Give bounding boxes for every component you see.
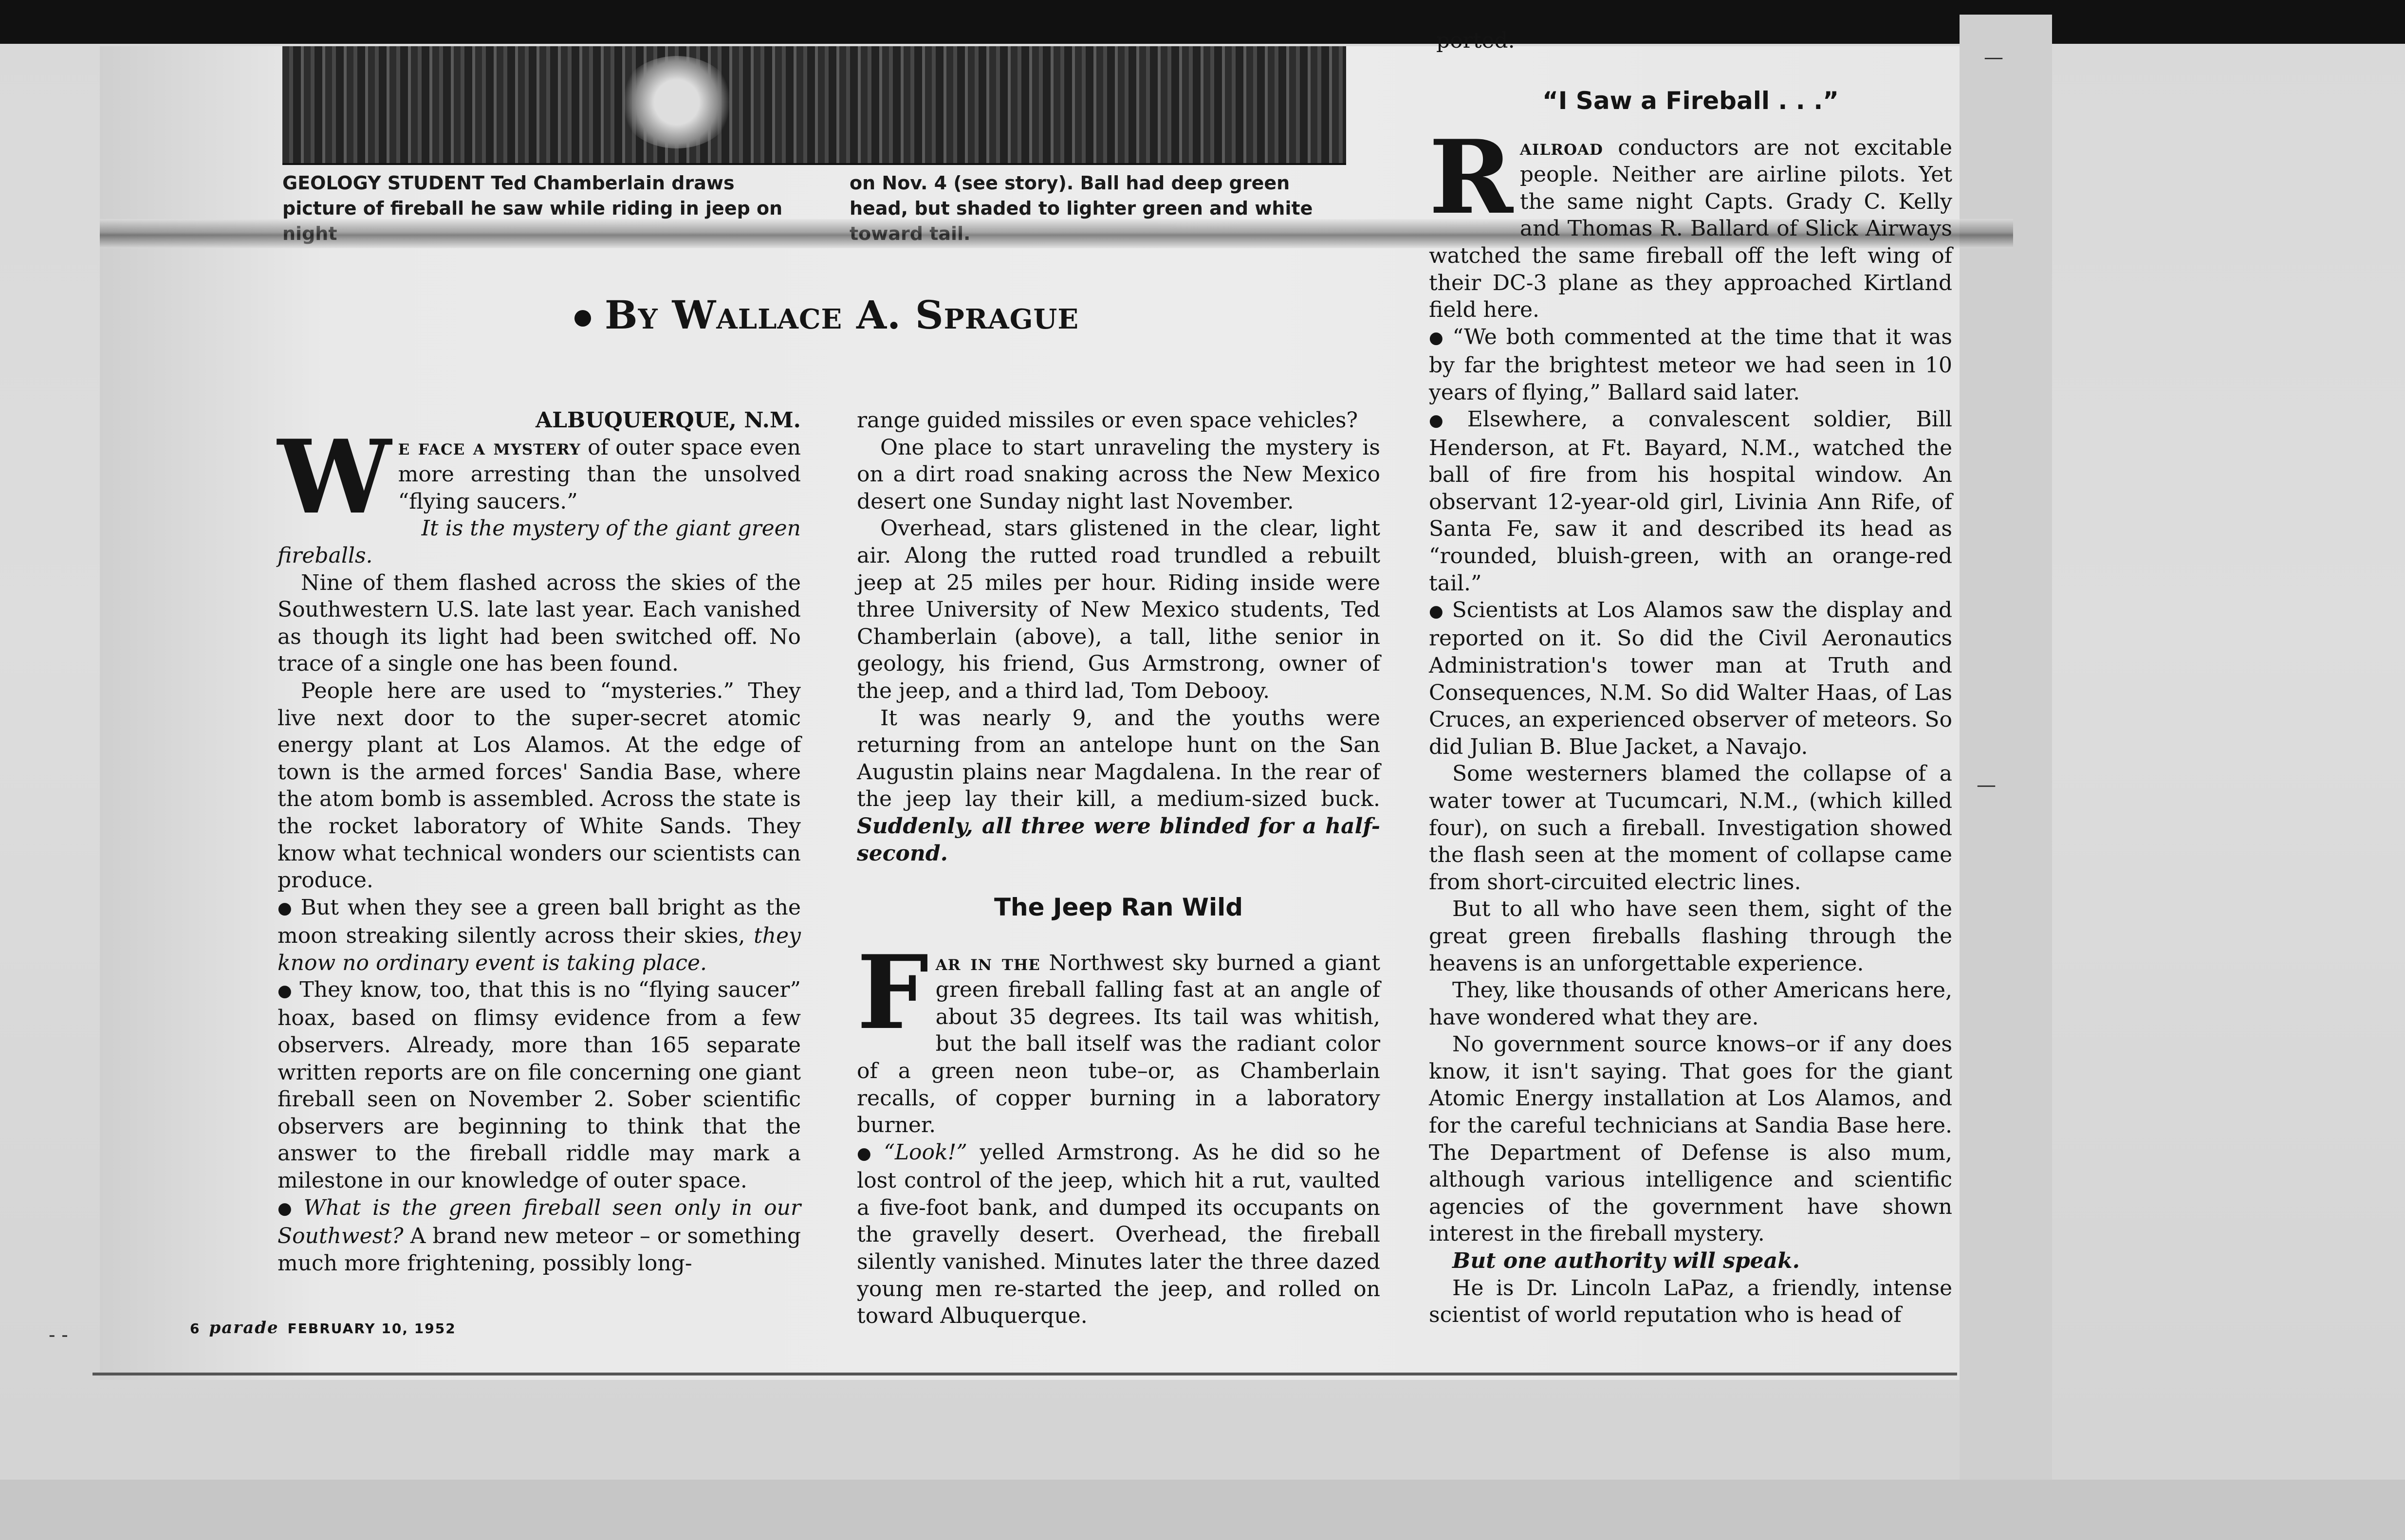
scan-mark: - - [49,1324,68,1346]
bottom-rule [92,1373,1957,1375]
paragraph: They, like thousands of other Americans here, have wondered what they are. [1429,978,1952,1030]
dateline: ALBUQUERQUE, N.M. [535,408,801,433]
paragraph: People here are used to “mysteries.” They live next door to the super-secret atomic energy plant at Los Alamos. At the edge of town is the armed forces' Sandia Base, where the atom bomb is assembled. Across the state is the rocket laboratory of White Sands. They know what technical wonders our scientists can produce. [278,678,801,893]
paragraph: One place to start unraveling the mystery is on a dirt road snaking across the New Mexico desert one Sunday night last November. [857,435,1380,514]
paragraph: Overhead, stars glistened in the clear, light air. Along the rutted road trundled a rebuilt jeep at 25 miles per hour. Riding inside were three University of New Mexico students, Ted Chamberlain (above), a tall, lithe senior in geology, his friend, Gus Armstrong, owner of the jeep, and a third lad, Tom Debooy. [857,516,1380,703]
lead-paragraph: Railroad conductors are not excitable people. Neither are airline pilots. Yet the same night Capts. Grady C. Kelly and Thomas R. Ballard of Slick Airways watched the same fireball off the left wing of their DC-3 plane as they approached Kirtland field here. [1429,118,1952,323]
photo-caption-left: GEOLOGY STUDENT Ted Chamberlain draws picture of fireball he saw while riding in jeep on [282,172,783,219]
page-number: 6 [190,1320,201,1337]
bullet-paragraph: ● But when they see a green ball bright as the moon streaking silently across their skies, they know no ordinary event is taking place. [278,894,801,976]
paragraph: He is Dr. Lincoln LaPaz, a friendly, intense scientist of world reputation who is head of [1429,1275,1952,1328]
paragraph: range guided missiles or even space vehicles? [857,408,1358,433]
bullet-paragraph: ● What is the green fireball seen only in our Southwest? A brand new meteor – or something much more frightening, possibly long- [278,1194,801,1277]
paragraph: Some westerners blamed the collapse of a water tower at Tucumcari, N.M., (which killed four), on such a fireball. Investigation showed the flash seen at the moment of collapse came from short-circuited electric lines. [1429,761,1952,895]
paragraph: Nine of them flashed across the skies of the Southwestern U.S. late last year. Each vanished as though its light had been switched off. No trace of a single one has been found. [278,570,801,677]
drop-cap: R [1429,118,1513,237]
continued-fragment: ported. [1436,28,1515,53]
paragraph: But one authority will speak. [1452,1248,1800,1274]
issue-date: FEBRUARY 10, 1952 [287,1320,456,1337]
column-2 [857,407,1380,1330]
scan-mark: — [1977,774,1996,796]
paragraph: It was nearly 9, and the youths were returning from an antelope hunt on the San Augustin plains near Magdalena. In the rear of the jeep lay their kill, a medium-sized buck. Suddenly, all three were blinded for a half-second. [857,705,1380,866]
scan-mark: — [1984,46,2003,69]
subhead: “I Saw a Fireball . . .” [1542,87,1839,115]
bullet-paragraph: ● “Look!” yelled Armstrong. As he did so he lost control of the jeep, which hit a rut, vaulted a five-foot bank, and dumped its occupants on the gravelly desert. Overhead, the fireball silently vanished. Minutes later the three dazed young men re-started the jeep, and rolled on toward Albuquerque. [857,1139,1380,1330]
bullet-icon [574,310,591,327]
paragraph: It is the mystery of the giant green fireballs. [278,516,801,568]
paragraph: No government source knows–or if any does know, it isn't saying. That goes for the giant Atomic Energy installation at Los Alamos, and for the careful technicians at Sandia Base here. The Department of Defense is also mum, although various intelligence and scientific agencies of the government have shown interest in the fireball mystery. [1429,1032,1952,1247]
fireball-photo [282,46,1346,165]
lead-paragraph: We face a mystery of outer space even more arresting than the unsolved “flying saucers.” [278,418,801,537]
byline: By Wallace A. Sprague [574,292,1079,338]
drop-cap: W [278,418,391,537]
page-folio [190,1318,456,1338]
scan-bottom-strip [0,1480,2405,1540]
lead-paragraph: Far in the Northwest sky burned a giant green fireball falling fast at an angle of about 35 degrees. Its tail was whitish, but the ball itself was the radiant color of a green neon tube–or, as Chamberlain recalls, of copper burning in a laboratory burner. [857,933,1381,1138]
bullet-paragraph: ● Elsewhere, a convalescent soldier, Bill Henderson, at Ft. Bayard, N.M., watched the ball of fire from his hospital window. An observant 12-year-old girl, Livinia Ann Rife, of Santa Fe, saw it and described its head as “rounded, bluish-green, with an orange-red tail.” [1429,406,1952,597]
column-1 [278,407,801,1277]
magazine-brand: parade [209,1318,279,1338]
paragraph: But to all who have seen them, sight of the great green fireballs flashing through the heavens is an unforgettable experience. [1429,897,1952,976]
drop-cap: F [857,933,929,1052]
bullet-paragraph: ● Scientists at Los Alamos saw the display and reported on it. So did the Civil Aeronautics Administration's tower man at Truth and Consequences, N.M. So did Walter Haas, of Las Cruces, an experienced observer of meteors. So did Julian B. Blue Jacket, a Navajo. [1429,597,1952,760]
subhead: The Jeep Ran Wild [994,893,1243,922]
photo-caption-right: on Nov. 4 (see story). Ball had deep green head, but shaded to lighter green and white [850,172,1313,219]
column-3 [1429,88,1952,1329]
bullet-paragraph: ● They know, too, that this is no “flying saucer” hoax, based on flimsy evidence from a few observers. Already, more than 165 separate written reports are on file concerning one giant fireball seen on November 2. Sober scientific observers are beginning to think that the answer to the fireball riddle may mark a milestone in our knowledge of outer space. [278,976,801,1194]
bullet-paragraph: ● “We both commented at the time that it was by far the brightest meteor we had seen in 10 years of flying,” Ballard said later. [1429,324,1952,406]
